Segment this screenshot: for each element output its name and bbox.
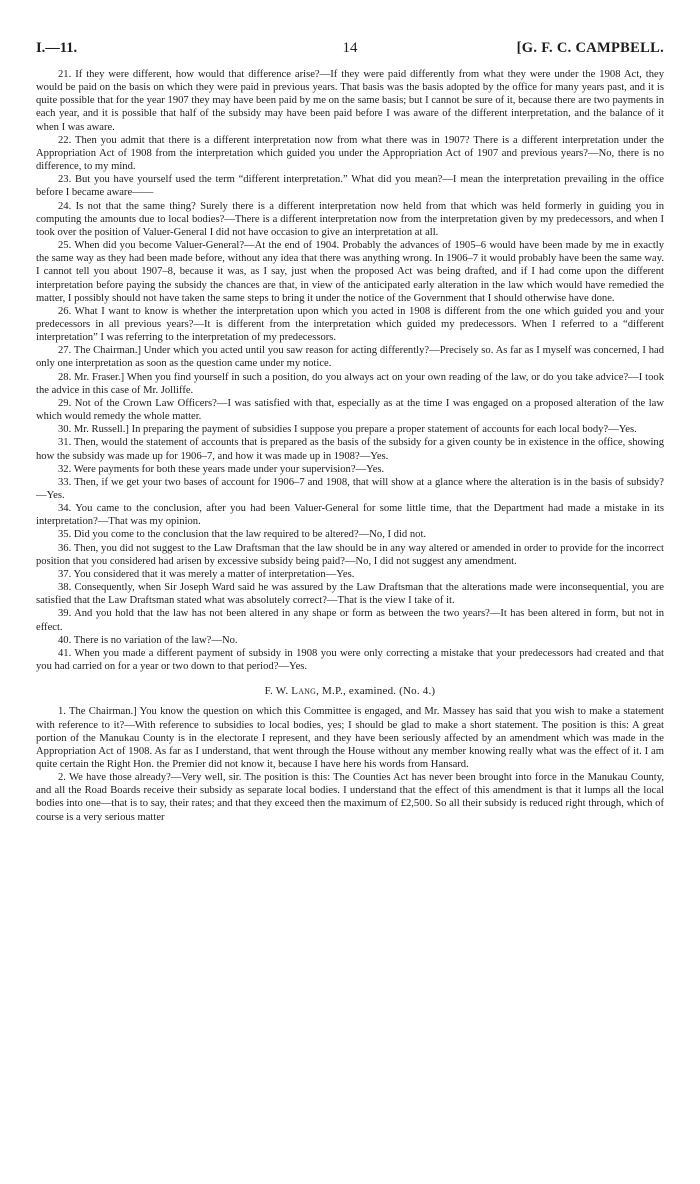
question-38: 38. Consequently, when Sir Joseph Ward said he was assured by the Law Draftsman that the alterations made were inconsequential, you are satisfied that the Law Draftsman stated what was absolutely correct?—That is the view I take of it. (36, 582, 664, 607)
question-27: 27. The Chairman.] Under which you acted until you saw reason for acting differently?—Precisely so. As far as I myself was concerned, I had only one interpretation as soon as the question came under my notice. (36, 345, 664, 370)
question-28: 28. Mr. Fraser.] When you find yourself in such a position, do you always act on your own reading of the law, or do you take advice?—I took the advice in this case of Mr. Jolliffe. (36, 371, 664, 396)
campbell-testimony (36, 68, 664, 673)
question-32: 32. Were payments for both these years made under your supervision?—Yes. (58, 463, 385, 475)
question-21: 21. If they were different, how would that difference arise?—If they were paid differently from what they were under the 1908 Act, they would be paid on the basis on which they were paid in previous years. That basis was the basis adopted by the office for many years past, and it is quite possible that for the year 1907 they may have been paid by me on the same basis; but I cannot be sure of it, because there are two payments in each year, and it is possible that half of the subsidy may have been paid before I was aware of the different interpretation, and the balance of it when I was aware. (36, 69, 664, 133)
lang-question-1: 1. The Chairman.] You know the question on which this Committee is engaged, and Mr. Massey has said that you wish to make a statement with reference to it?—With reference to subsidies to local bodies, yes; I should be glad to make a short statement. The position is this: A great portion of the Manukau County is in the electorate I represent, and they have been seriously affected by an amendment which was made in the Appropriation Act of 1908. As far as I understand, that went through the House without any member knowing really what was the effect of it. I am quite certain the Right Hon. the Premier did not know it, because I have here his words from Hansard. (36, 706, 664, 770)
question-33: 33. Then, if we get your two bases of account for 1906–7 and 1908, that will show at a glance where the alteration is in the basis of subsidy?—Yes. (36, 476, 664, 501)
lang-question-2: 2. We have those already?—Very well, sir. The position is this: The Counties Act has never been brought into force in the Manukau County, and all the Road Boards receive their subsidy as separate local bodies. I understand that the effect of this amendment is that it lumps all the local bodies into one—that is to say, their rates; and that they exceed then the maximum of £2,500. So all their subsidy is reduced right through, which of course is a very serious matter (36, 772, 664, 823)
question-25: 25. When did you become Valuer-General?—At the end of 1904. Probably the advances of 1905–6 would have been made by me in exactly the same way as they had been made before, without any idea that there was anything wrong. In 1906–7 it would probably have been the same way. I cannot tell you about 1907–8, because it was, as I say, just when the proposed Act was being drafted, and if I had come upon the different interpretation before paying the subsidy the chances are that, in view of the anticipated early alteration in the law which would have remedied the matter, I possibly should not have taken the same steps to bring it under the notice of the Government that I should otherwise have done. (36, 240, 664, 304)
question-22: 22. Then you admit that there is a different interpretation now from what there was in 1907? There is a different interpretation under the Appropriation Act of 1908 from the interpretation which guided you under the Appropriation Act of 1907 and previous years?—No, there is no difference, to my mind. (36, 134, 664, 173)
question-23: 23. But you have yourself used the term “different interpretation.” What did you mean?—I mean the interpretation prevailing in the office before I became aware—— (36, 174, 664, 199)
examination-label: , M.P., examined. (No. 4.) (316, 685, 436, 698)
question-31: 31. Then, would the statement of accounts that is prepared as the basis of the subsidy for a given county be in existence in the office, showing how the subsidy was made up for 1906–7, and how it was made up in 1908?—Yes. (36, 437, 664, 462)
question-37: 37. You considered that it was merely a matter of interpretation—Yes. (58, 568, 355, 580)
section-heading (36, 685, 664, 698)
question-24: 24. Is not that the same thing? Surely there is a different interpretation now held from that which was held formerly in guiding you in computing the amounts due to local bodies?—There is a different interpretation now from the interpretation given by my predecessors, and when I took over the position of Valuer-General I did not have occasion to give an interpretation at all. (36, 200, 664, 238)
page-header (36, 40, 664, 62)
question-40: 40. There is no variation of the law?—No. (58, 634, 238, 646)
question-41: 41. When you made a different payment of subsidy in 1908 you were only correcting a mistake that your predecessors had created and that you had carried on for a year or two down to that period?—Yes. (36, 647, 664, 673)
parliamentary-paper-number: I.—11. (36, 40, 78, 56)
question-26: 26. What I want to know is whether the interpretation upon which you acted in 1908 is different from the one which guided you and your predecessors in all previous years?—It is different from the interpretation which guided my predecessors. When I referred to a “different interpretation” I was referring to the interpretation of my predecessors. (36, 305, 664, 344)
witness-name-header: [G. F. C. CAMPBELL. (516, 40, 664, 56)
document-body (36, 68, 664, 824)
question-34: 34. You came to the conclusion, after you had been Valuer-General for some little time, that the Department had made a mistake in its interpretation?—That was my opinion. (36, 503, 664, 528)
question-29: 29. Not of the Crown Law Officers?—I was satisfied with that, especially as at the time I was engaged on a proposed alteration of the law which would remedy the whole matter. (36, 397, 664, 423)
page-number: 14 (342, 40, 358, 56)
question-35: 35. Did you come to the conclusion that the law required to be altered?—No, I did not. (58, 529, 427, 541)
question-39: 39. And you hold that the law has not been altered in any shape or form as between the two years?—It has been altered in form, but not in effect. (36, 608, 664, 633)
question-36: 36. Then, you did not suggest to the Law Draftsman that the law should be in any way altered or amended in order to provide for the incorrect position that you considered had arisen by excessive subsidy being paid?—No, I did not suggest any amendment. (36, 542, 664, 567)
lang-testimony (36, 705, 664, 823)
witness-name: F. W. Lang (264, 685, 317, 698)
question-30: 30. Mr. Russell.] In preparing the payment of subsidies I suppose you prepare a proper statement of accounts for each local body?—Yes. (58, 424, 637, 436)
